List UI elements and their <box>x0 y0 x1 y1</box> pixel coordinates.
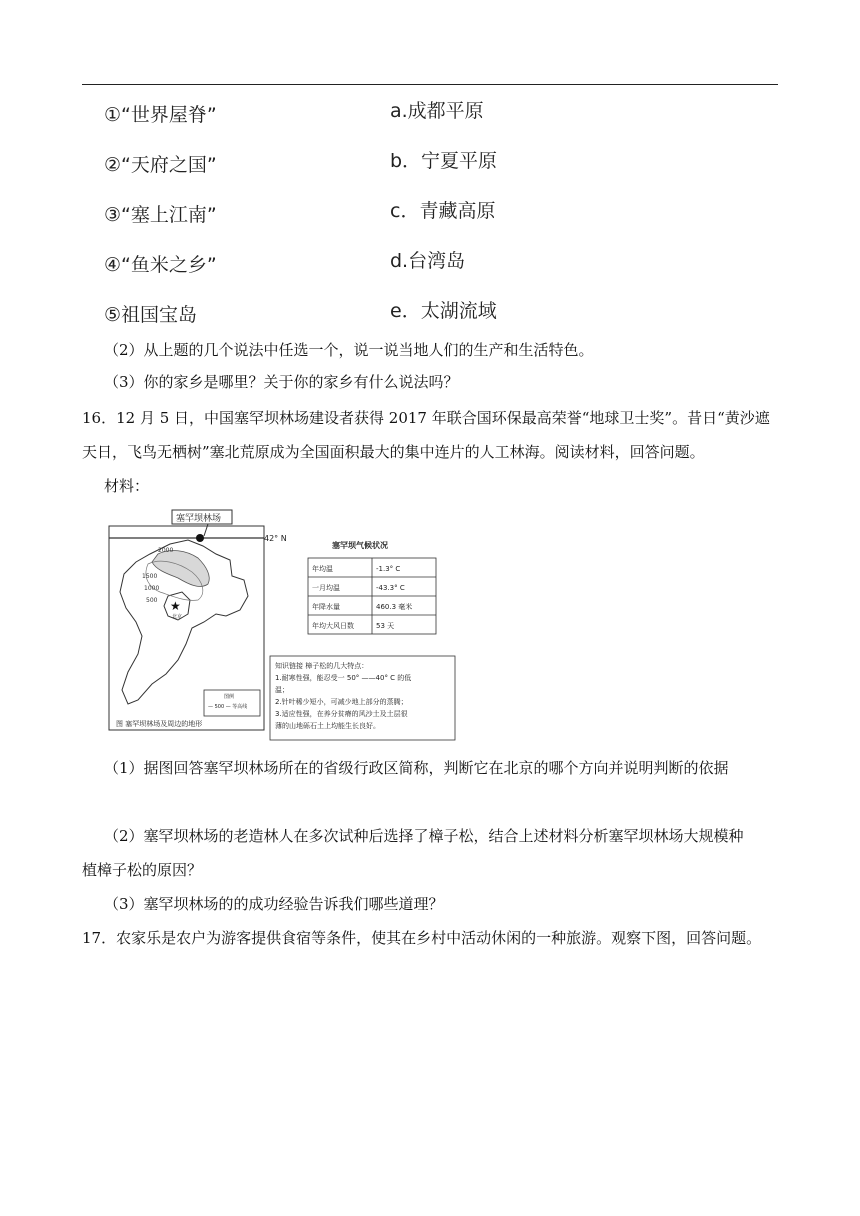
contour-label-1500: 1500 <box>142 573 158 580</box>
knowledge-line-4: 2.针叶稀少短小，可减少地上部分的蒸腾； <box>275 698 408 706</box>
climate-value-1: -1.3° C <box>376 565 401 573</box>
figure-caption: 图 塞罕坝林场及周边的地形 <box>116 720 203 728</box>
match-left-4: ④“鱼米之乡” <box>104 254 217 276</box>
legend-item: — 500 — 等高线 <box>208 704 248 710</box>
q15-part-2: （2）从上题的几个说法中任选一个，说一说当地人们的生产和生活特色。 <box>104 341 594 359</box>
q17-intro: 17．农家乐是农户为游客提供食宿等条件，使其在乡村中活动休闲的一种旅游。观察下图，回答问题。 <box>82 929 762 947</box>
saihanba-figure <box>108 504 458 742</box>
contour-label-500: 500 <box>146 597 158 604</box>
header-rule <box>82 84 778 85</box>
q16-part-2-line1: （2）塞罕坝林场的老造林人在多次试种后选择了樟子松，结合上述材料分析塞罕坝林场大规模种 <box>104 827 744 845</box>
match-right-b: b．宁夏平原 <box>390 150 498 172</box>
climate-value-3: 460.3 毫米 <box>376 603 413 611</box>
match-left-3: ③“塞上江南” <box>104 204 217 226</box>
contour-label-2000: 2000 <box>158 547 174 554</box>
climate-key-3: 年降水量 <box>312 603 340 611</box>
contour-high <box>152 551 209 587</box>
climate-value-4: 53 天 <box>376 622 395 630</box>
climate-value-2: -43.3° C <box>376 584 405 592</box>
q15-part-3: （3）你的家乡是哪里？关于你的家乡有什么说法吗？ <box>104 373 459 391</box>
match-right-e: e．太湖流域 <box>390 300 497 322</box>
knowledge-line-6: 薄的山地砾石土上均能生长良好。 <box>275 722 380 730</box>
knowledge-line-2: 1.耐寒性强，能忍受一 50° ——40° C 的低 <box>275 674 412 682</box>
match-left-5: ⑤祖国宝岛 <box>104 304 198 326</box>
climate-key-4: 年均大风日数 <box>312 622 354 630</box>
climate-key-2: 一月均温 <box>312 584 340 592</box>
q16-material-label: 材料： <box>104 477 150 495</box>
latitude-label: 42° N <box>264 534 287 543</box>
legend-title: 图例 <box>224 694 235 700</box>
q16-part-2-line2: 植樟子松的原因？ <box>82 861 203 879</box>
match-right-a: a.成都平原 <box>390 100 484 122</box>
match-right-c: c．青藏高原 <box>390 200 496 222</box>
q16-part-3: （3）塞罕坝林场的的成功经验告诉我们哪些道理？ <box>104 895 444 913</box>
q16-part-1: （1）据图回答塞罕坝林场所在的省级行政区简称，判断它在北京的哪个方向并说明判断的依据 <box>104 759 729 777</box>
match-left-2: ②“天府之国” <box>104 154 217 176</box>
knowledge-line-3: 温； <box>275 686 289 694</box>
q16-intro-line1: 16．12 月 5 日，中国塞罕坝林场建设者获得 2017 年联合国环保最高荣誉“地球卫士奖”。昔日“黄沙遮 <box>82 409 770 427</box>
map-label: 塞罕坝林场 <box>176 514 222 524</box>
climate-key-1: 年均温 <box>312 565 333 573</box>
knowledge-line-5: 3.适应性强，在养分贫瘠的风沙土及土层很 <box>275 710 408 718</box>
match-left-1: ①“世界屋脊” <box>104 104 217 126</box>
knowledge-line-1: 知识链接 樟子松的几大特点： <box>275 662 369 670</box>
contour-label-1000: 1000 <box>144 585 160 592</box>
capital-label: 北京 <box>172 614 183 620</box>
forest-location-dot <box>196 534 204 542</box>
climate-table-title: 塞罕坝气候状况 <box>332 541 388 550</box>
match-right-d: d.台湾岛 <box>390 250 466 272</box>
q16-intro-line2: 天日，飞鸟无栖树”塞北荒原成为全国面积最大的集中连片的人工林海。阅读材料，回答问题。 <box>82 443 705 461</box>
capital-star-icon: ★ <box>170 599 181 613</box>
